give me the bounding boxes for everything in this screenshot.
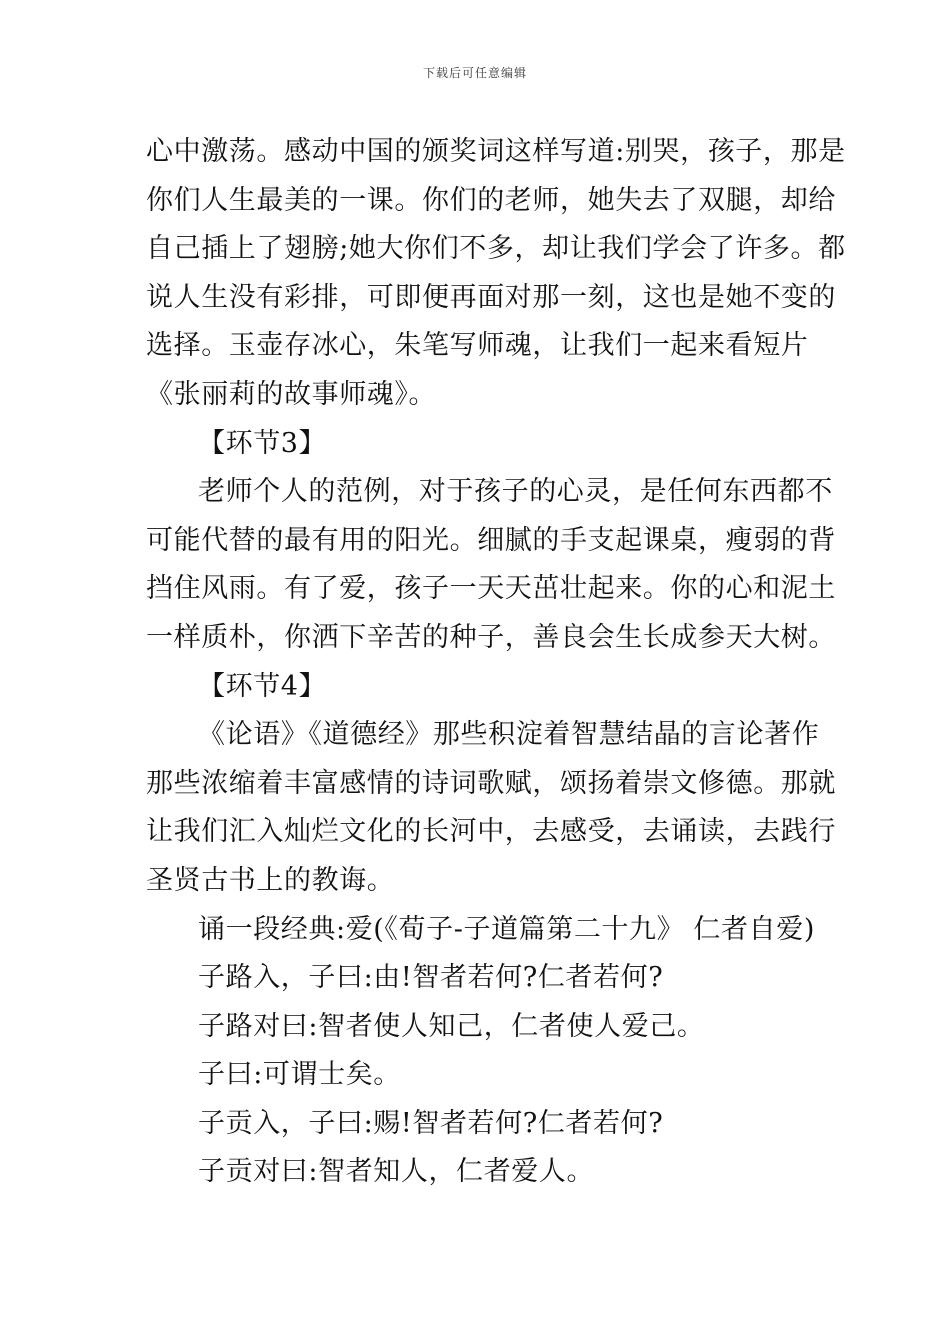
text-line: 可能代替的最有用的阳光。细腻的手支起课桌，瘦弱的背 [146,524,836,556]
text-line: 你们人生最美的一课。你们的老师，她失去了双腿，却给 [146,184,836,216]
text-line: 一样质朴，你洒下辛苦的种子，善良会生长成参天大树。 [146,621,836,653]
text-line: 让我们汇入灿烂文化的长河中，去感受，去诵读，去践行 [146,816,836,848]
text-line: 子曰:可谓士矣。 [198,1059,401,1091]
text-line: 《论语》《道德经》那些积淀着智慧结晶的言论著作 [198,719,820,751]
text-line: 说人生没有彩排，可即便再面对那一刻，这也是她不变的 [146,281,836,313]
text-line: 挡住风雨。有了爱，孩子一天天茁壮起来。你的心和泥土 [146,573,836,605]
document-body [146,128,846,1197]
text-line: 老师个人的范例，对于孩子的心灵，是任何东西都不 [198,476,833,508]
page-header: 下载后可任意编辑 [422,66,527,80]
section-heading: 【环节4】 [198,670,327,702]
section-heading: 【环节3】 [198,427,327,459]
text-line: 选择。玉壶存冰心，朱笔写师魂，让我们一起来看短片 [146,330,809,362]
text-line: 子路对曰:智者使人知己，仁者使人爱己。 [198,1010,705,1042]
text-line: 圣贤古书上的教诲。 [146,864,395,896]
text-line: 诵一段经典:爱(《荀子-子道篇第二十九》 仁者自爱) [198,913,815,945]
text-line: 那些浓缩着丰富感情的诗词歌赋，颂扬着崇文修德。那就 [146,767,836,799]
text-line: 子贡对曰:智者知人，仁者爱人。 [198,1156,595,1188]
text-line: 子路入，子曰:由!智者若何?仁者若何? [198,962,664,994]
text-line: 子贡入，子曰:赐!智者若何?仁者若何? [198,1107,664,1139]
text-line: 《张丽莉的故事师魂》。 [146,378,437,410]
text-line: 心中激荡。感动中国的颁奖词这样写道:别哭，孩子，那是 [146,136,846,167]
text-line: 自己插上了翅膀;她大你们不多，却让我们学会了许多。都 [146,233,846,265]
